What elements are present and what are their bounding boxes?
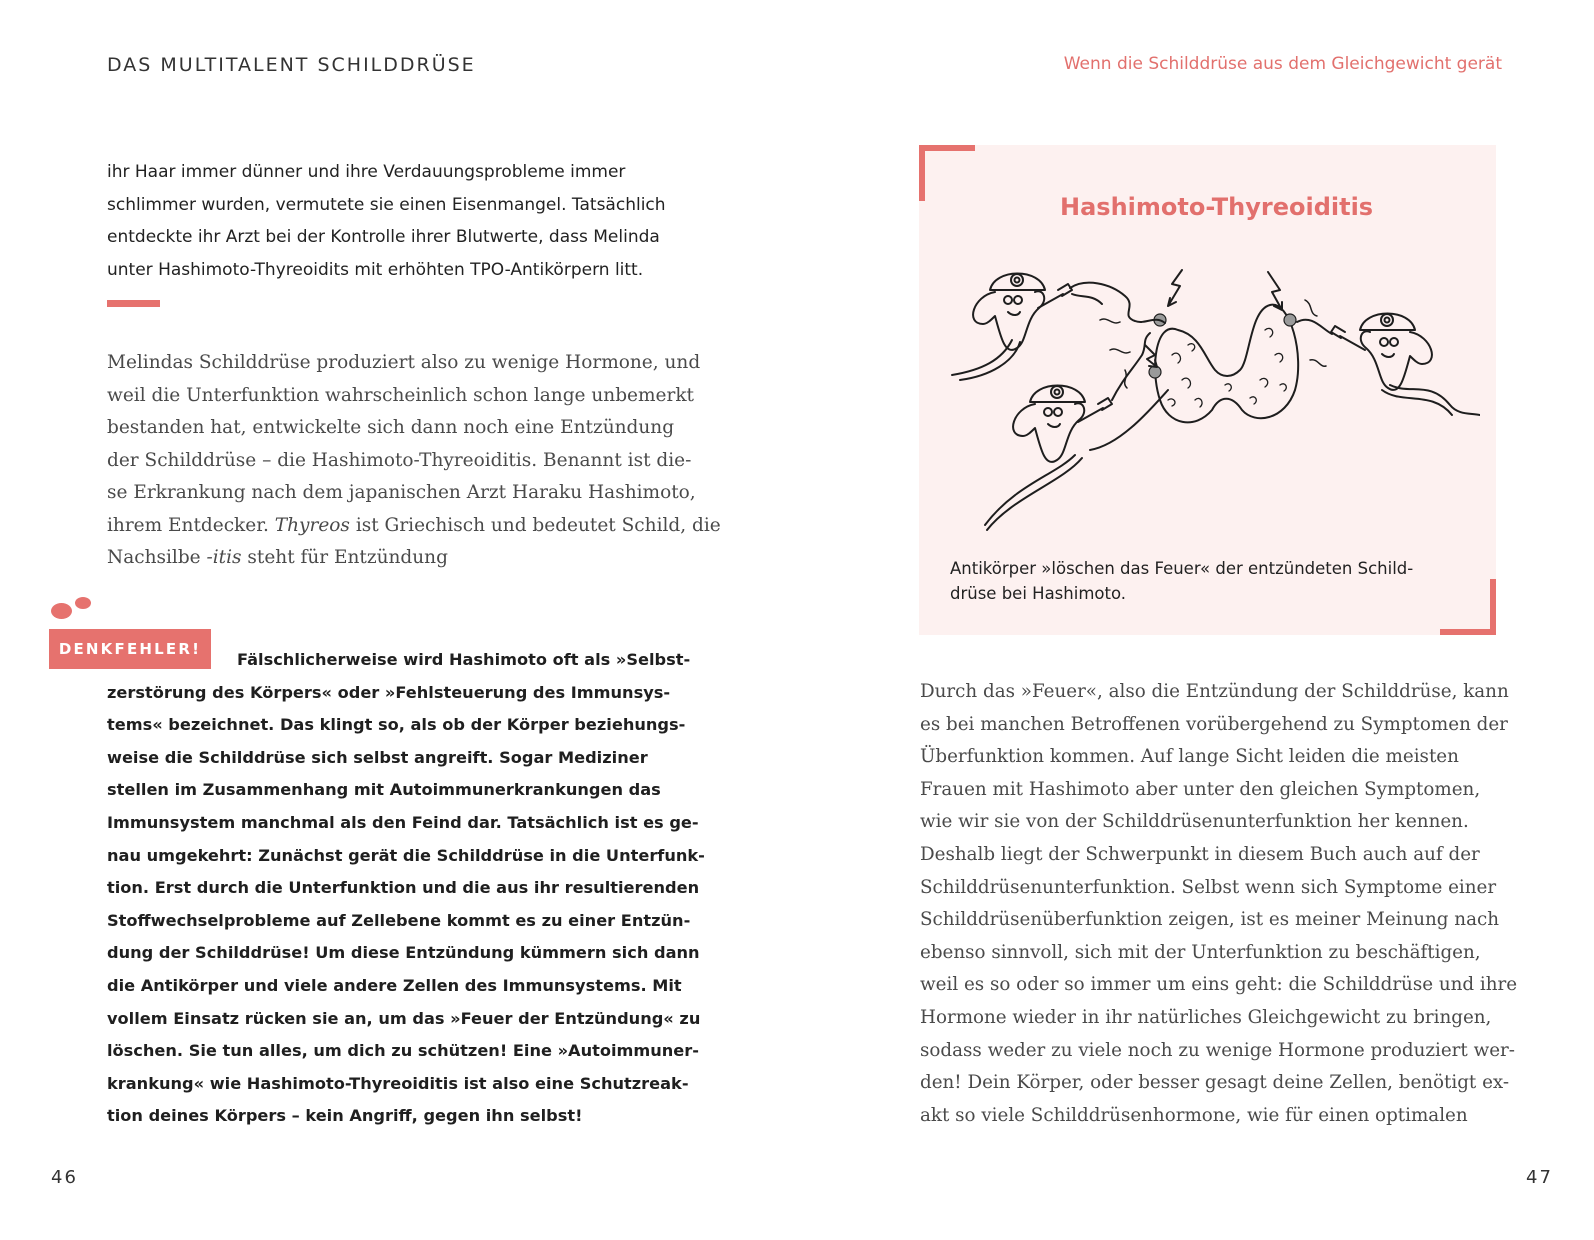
corner-mark-bottom-right [1440,629,1496,635]
text-line: drüse bei Hashimoto. [950,584,1127,603]
page-number-left: 46 [51,1167,78,1188]
thyroid-gland-icon [1149,305,1298,423]
intro-paragraph [107,156,707,287]
text-line: bestanden hat, entwickelte sich dann noch eine Entzündung [107,417,675,438]
denkfehler-label: DENKFEHLER! [49,629,211,669]
page-number-right: 47 [1526,1167,1553,1188]
antibody-figure-icon [985,333,1168,530]
antibody-figure-icon [1297,314,1480,416]
text-line: Stoffwechselprobleme auf Zellebene kommt es zu einer Entzün- [107,910,691,930]
text-line: Melindas Schilddrüse produziert also zu wenige Hormone, und [107,352,701,373]
running-head-right: Wenn die Schilddrüse aus dem Gleichgewicht gerät [1063,54,1502,74]
text-line: Frauen mit Hashimoto aber unter den gleichen Symptomen, [920,778,1481,800]
text-line: Durch das »Feuer«, also die Entzündung der Schilddrüse, kann [920,681,1509,702]
figure-caption [950,556,1450,606]
text-line: Fälschlicherweise wird Hashimoto oft als »Selbst- [237,650,691,669]
text-line: se Erkrankung nach dem japanischen Arzt Haraku Hashimoto, [107,482,696,503]
thyroid-illustration [950,260,1480,550]
text-line: Immunsystem manchmal als den Feind dar. Tatsächlich ist es ge- [107,812,699,832]
text-line: dung der Schilddrüse! Um diese Entzündung kümmern sich dann [107,943,700,963]
corner-mark-bottom-right [1490,579,1496,635]
text-line: tion deines Körpers – kein Angriff, gegen ihn selbst! [107,1106,583,1126]
italic-term: -itis [206,547,242,568]
spark-arrow-icon [1168,270,1182,306]
text-line: schlimmer wurden, vermutete sie einen Eisenmangel. Tatsächlich [107,194,666,215]
text-line: es bei manchen Betroffenen vorübergehend zu Symptomen der [920,713,1508,735]
text-run: Nachsilbe [107,547,207,568]
text-line: Schilddrüsenunterfunktion. Selbst wenn sich Symptome einer [920,876,1497,898]
text-run: ist Griechisch und bedeutet Schild, die [349,514,721,536]
spark-arrow-icon [1145,345,1157,367]
text-line: Deshalb liegt der Schwerpunkt in diesem Buch auch auf der [920,843,1480,865]
text-line: tems« bezeichnet. Das klingt so, als ob der Körper beziehungs- [107,715,686,735]
antibody-figure-icon [952,274,1165,381]
text-line: weil die Unterfunktion wahrscheinlich schon lange unbemerkt [107,384,694,406]
decorative-dot [75,597,91,609]
text-run: steht für Entzündung [241,547,448,568]
text-line: Antikörper »löschen das Feuer« der entzündeten Schild- [950,559,1414,578]
text-line: der Schilddrüse – die Hashimoto-Thyreoiditis. Benannt ist die- [107,449,692,471]
text-line: nau umgekehrt: Zunächst gerät die Schilddrüse in die Unterfunk- [107,845,705,865]
text-line: löschen. Sie tun alles, um dich zu schützen! Eine »Autoimmuner- [107,1041,699,1061]
text-line: ihr Haar immer dünner und ihre Verdauungsprobleme immer [107,162,626,182]
text-line: stellen im Zusammenhang mit Autoimmunerkrankungen das [107,780,661,800]
corner-mark-top-left [919,145,975,151]
text-line: zerstörung des Körpers« oder »Fehlsteuerung des Immunsys- [107,682,671,702]
text-line: tion. Erst durch die Unterfunktion und die aus ihr resultierenden [107,878,700,898]
text-line: Hormone wieder in ihr natürliches Gleichgewicht zu bringen, [920,1006,1492,1028]
running-head-left: DAS MULTITALENT SCHILDDRÜSE [107,54,476,76]
corner-mark-top-left [919,145,925,201]
text-line [107,510,721,543]
text-line: Überfunktion kommen. Auf lange Sicht leiden die meisten [920,746,1459,768]
text-line: vollem Einsatz rücken sie an, um das »Feuer der Entzündung« zu [107,1008,701,1028]
text-line: wie wir sie von der Schilddrüsenunterfunktion her kennen. [920,811,1469,833]
text-line: weil es so oder so immer um eins geht: die Schilddrüse und ihre [920,974,1518,996]
body-paragraph [920,676,1518,1132]
denkfehler-text [107,644,707,1133]
text-line: weise die Schilddrüse sich selbst angreift. Sogar Mediziner [107,747,648,767]
italic-term: Thyreos [274,514,350,536]
section-divider [107,300,160,307]
text-line: die Antikörper und viele andere Zellen des Immunsystems. Mit [107,975,682,995]
text-line [107,542,697,575]
text-line: den! Dein Körper, oder besser gesagt deine Zellen, benötigt ex- [920,1072,1510,1094]
text-line: sodass weder zu viele noch zu wenige Hormone produziert wer- [920,1039,1515,1061]
text-line: krankung« wie Hashimoto-Thyreoiditis ist also eine Schutzreak- [107,1073,689,1093]
body-paragraph [107,347,721,575]
text-line: entdeckte ihr Arzt bei der Kontrolle ihrer Blutwerte, dass Melinda [107,227,660,248]
motion-line-icon [1100,300,1326,388]
text-line: ebenso sinnvoll, sich mit der Unterfunktion zu beschäftigen, [920,941,1481,963]
text-line: unter Hashimoto-Thyreoidits mit erhöhten TPO-Antikörpern litt. [107,260,644,281]
text-line: Schilddrüsenüberfunktion zeigen, ist es meiner Meinung nach [920,909,1499,931]
text-run: ihrem Entdecker. [107,514,275,536]
info-box-title: Hashimoto-Thyreoiditis [1060,193,1374,221]
decorative-dot [51,603,72,619]
text-line: akt so viele Schilddrüsenhormone, wie für einen optimalen [920,1104,1468,1126]
